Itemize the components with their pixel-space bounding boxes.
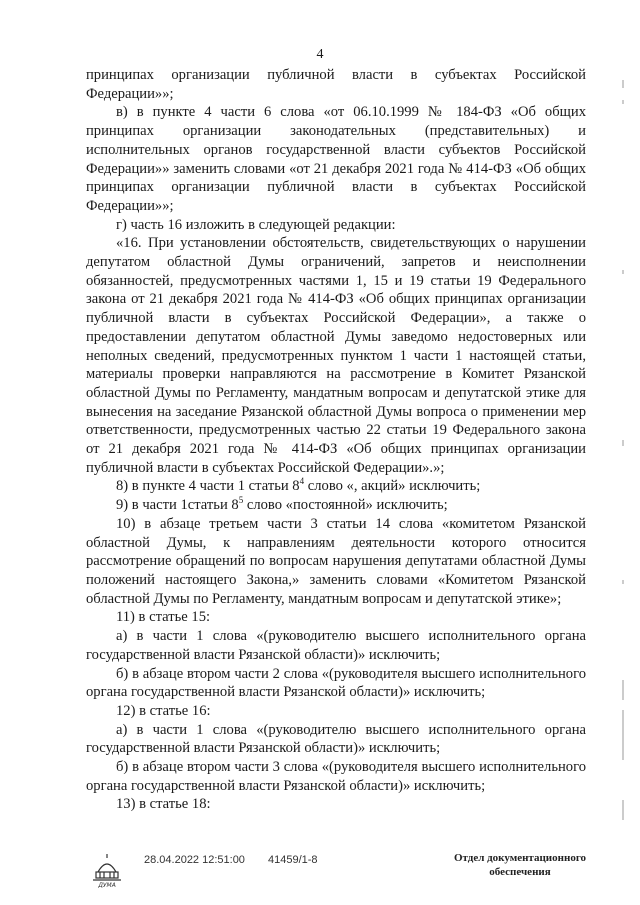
paragraph-item-9: 9) в части 1статьи $8^5$ слово «постоянной» исключить; [116, 495, 448, 514]
paragraph: б) в абзаце втором части 2 слова «(руководителя высшего исполнительного органа государственной власти Рязанской области)» исключить; [86, 665, 586, 701]
paragraph: 13) в статье 18: [116, 796, 211, 813]
paragraph: а) в части 1 слова «(руководителю высшего исполнительного органа государственной власти Рязанской области)» исключить; [86, 721, 586, 757]
scan-margin-marks [620, 60, 626, 840]
duma-emblem-icon [90, 852, 124, 888]
paragraph: 10) в абзаце третьем части 3 статьи 14 слова «комитетом Рязанской областной Думы, к направлениям деятельности которого относится рассмотрение обращений по вопросам нарушения депутатами областной Думы положений настоящего Закона,» заменить словами «Комитетом Рязанской областной Думы по Регламенту, мандатным вопросам и депутатской этике»; [86, 515, 586, 607]
paragraph: «16. При установлении обстоятельств, свидетельствующих о нарушении депутатом областной Думы ограничений, запретов и неисполнении обязанностей, предусмотренных частями 1, 15 и 19 статьи 19 Федерального закона от 21 декабря 2021 года № 414-ФЗ «Об общих принципах организации публичной власти в субъектах Российской Федерации», а также о предоставлении депутатом областной Думы заведомо недостоверных или неполных сведений, предусмотренных пунктом 1 части 1 настоящей статьи, материалы проверки направляются на рассмотрение в Комитет Рязанской областной Думы по Регламенту, мандатным вопросам и депутатской этике для вынесения на заседание Рязанской областной Думы вопроса о применении мер ответственности, предусмотренных частью 22 статьи 19 Федерального закона от 21 декабря 2021 года № 414-ФЗ «Об общих принципах организации публичной власти в субъектах Российской Федерации».»; [86, 235, 586, 476]
paragraph: а) в части 1 слова «(руководителю высшего исполнительного органа государственной власти Рязанской области)» исключить; [86, 628, 586, 663]
paragraph: б) в абзаце втором части 3 слова «(руководителя высшего исполнительного органа государственной власти Рязанской области)» исключить; [86, 759, 586, 794]
page-number: 4 [316, 47, 324, 62]
stamp-line-1: Отдел документационного [453, 852, 587, 864]
page-footer [0, 848, 640, 905]
paragraph: принципах организации публичной власти в субъектах Российской Федерации»»; [86, 67, 586, 102]
document-body [86, 66, 586, 814]
paragraph: в) в пункте 4 части 6 слова «от 06.10.1999 № 184-ФЗ «Об общих принципах организации законодательных (представительных) и исполнительных органов государственной власти субъектов Российской Федерации»» заменить словами «от 21 декабря 2021 года № 414-ФЗ «Об общих принципах организации публичной власти в субъектах Российской Федерации»»; [86, 104, 586, 214]
paragraph-item-8: 8) в пункте 4 части 1 статьи $8^4$ слово «, акций» исключить; [116, 476, 481, 495]
paragraph: 12) в статье 16: [116, 702, 211, 719]
footer-registration-number: 41459/1-8 [268, 854, 318, 866]
footer-date: 28.04.2022 12:51:00 [144, 854, 245, 866]
paragraph-group-1 [86, 66, 586, 477]
stamp-line-2: обеспечения [489, 866, 551, 878]
svg-text:ДУМА: ДУМА [98, 882, 116, 888]
department-stamp [440, 851, 600, 879]
paragraph: 11) в статье 15: [116, 609, 211, 626]
paragraph: г) часть 16 изложить в следующей редакции: [116, 216, 396, 233]
paragraph-group-2 [86, 515, 586, 814]
